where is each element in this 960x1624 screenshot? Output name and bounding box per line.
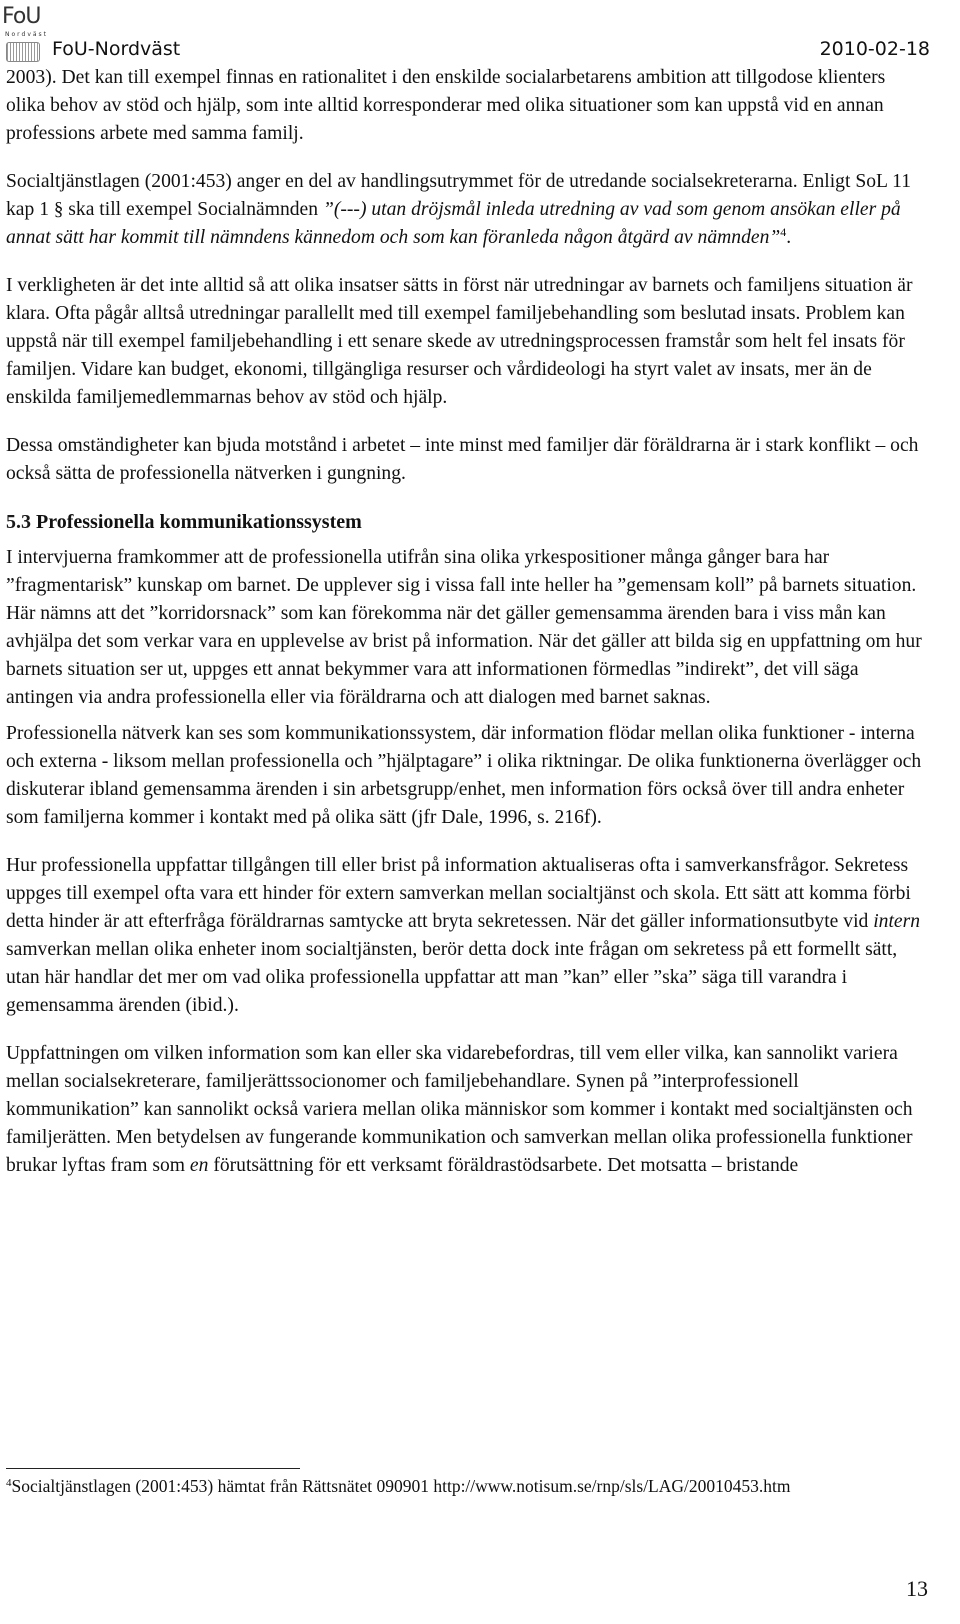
section-sign: § <box>53 199 64 220</box>
footnote-divider <box>6 1468 300 1469</box>
paragraph-7-text-a: Hur professionella uppfattar tillgången till eller brist på information aktualiseras ofta i samverkansfrågor. Sekretess uppges till exempel ofta vara ett hinder för extern samverkan mellan socialtjänst och skola. Ett sätt att komma förbi detta hinder är att efterfråga föräldrarnas samtycke att bryta sekretessen. När det gäller informationsutbyte vid <box>6 855 911 932</box>
footnote-number: 4 <box>6 1477 12 1489</box>
header-date: 2010-02-18 <box>819 38 930 60</box>
paragraph-2-end: . <box>786 227 792 248</box>
paragraph-6: Professionella nätverk kan ses som kommunikationssystem, där information flödar mellan olika funktioner - interna och externa - liksom mellan professionella och ”hjälptagare” i olika riktningar. De olika funktionerna överlägger och diskuterar ibland gemensamma ärenden i sin arbetsgrupp/enhet, men information förs också över till andra enheter som familjerna kommer i kontakt med på olika sätt (jfr Dale, 1996, s. 216f). <box>6 723 922 828</box>
logo-seal-icon <box>6 42 40 62</box>
section-number: 5.3 <box>6 511 31 533</box>
footnote-text: Socialtjänstlagen (2001:453) hämtat från Rättsnätet 090901 http://www.notisum.se/rnp/sls/LAG/20010453.htm <box>11 1476 791 1496</box>
paragraph-2-text-b: ska till exempel Socialnämnden <box>63 199 323 220</box>
page-number: 13 <box>906 1576 928 1601</box>
footnote <box>6 1474 936 1498</box>
logo-text: FoU <box>2 4 41 29</box>
paragraph-8-text-b: förutsättning för ett verksamt föräldrastödsarbete. Det motsatta – bristande <box>208 1155 799 1176</box>
document-body <box>6 64 928 1180</box>
paragraph-4: Dessa omständigheter kan bjuda motstånd i arbetet – inte minst med familjer där föräldrarna är i stark konflikt – och också sätta de professionella nätverken i gungning. <box>6 435 919 484</box>
paragraph-8 <box>6 1040 928 1180</box>
paragraph-2-text-a: Socialtjänstlagen (2001:453) anger en del av handlingsutrymmet för de utredande socialsekreterarna. Enligt SoL 11 kap 1 <box>6 171 912 220</box>
section-heading <box>6 508 928 536</box>
paragraph-3: I verkligheten är det inte alltid så att olika insatser sätts in först när utredningar av barnets och familjens situation är klara. Ofta pågår alltså utredningar parallellt med till exempel familjebehandling som beslutad insats. Problem kan uppstå när till exempel familjebehandling i ett senare skede av utredningsprocessen framstår som helt fel insats för familjen. Vidare kan budget, ekonomi, tillgängliga resurser och vårdideologi ha styrt valet av insats, mer än de enskilda familjemedlemmarnas behov av stöd och hjälp. <box>6 275 913 408</box>
law-quote: ”(---) utan dröjsmål inleda utredning av vad som genom ansökan eller på annat sätt har kommit till nämndens kännedom och som kan föranleda någon åtgärd av nämnden” <box>6 199 901 248</box>
paragraph-5: I intervjuerna framkommer att de professionella utifrån sina olika yrkespositioner många gånger bara har ”fragmentarisk” kunskap om barnet. De upplever sig i vissa fall inte heller ha ”gemensam koll” på barnets situation. Här nämns att det ”korridorsnack” som kan förekomma när det gäller gemensamma ärenden bara i viss mån kan avhjälpa det som verkar vara en upplevelse av brist på information. När det gäller att bilda sig en uppfattning om hur barnets situation ser ut, uppges ett annat bekymmer vara att informationen förmedlas ”indirekt”, det vill säga antingen via andra professionella eller via föräldrarna och att dialogen med barnet saknas. <box>6 547 922 708</box>
paragraph-8-italic: en <box>189 1155 209 1176</box>
paragraph-7 <box>6 852 928 1020</box>
paragraph-1: 2003). Det kan till exempel finnas en rationalitet i den enskilde socialarbetarens ambition att tillgodose klienters olika behov av stöd och hjälp, som inte alltid korresponderar med olika situationer som kan uppstå vid en annan professions arbete med samma familj. <box>6 67 886 144</box>
page-header <box>0 0 960 66</box>
footnote-ref[interactable]: 4 <box>780 225 787 239</box>
paragraph-7-italic: intern <box>873 911 921 932</box>
paragraph-8-text-a: Uppfattningen om vilken information som kan eller ska vidarebefordras, till vem eller vilka, kan sannolikt variera mellan socialsekreterare, familjerättssocionomer och familjebehandlare. Synen på ”interprofessionell kommunikation” kan sannolikt också variera mellan olika människor som kommer i kontakt med socialtjänsten och familjerätten. Men betydelsen av fungerande kommunikation och samverkan mellan olika professionella funktioner brukar lyftas fram som <box>6 1043 913 1176</box>
org-name: FoU-Nordväst <box>52 38 181 60</box>
paragraph-2 <box>6 168 928 252</box>
logo-subtext: Nordväst <box>5 31 49 38</box>
paragraph-7-text-b: samverkan mellan olika enheter inom socialtjänsten, berör detta dock inte frågan om sekretess på ett formellt sätt, utan här handlar det mer om vad olika professionella uppfattar att man ”kan” eller ”ska” säga till varandra i gemensamma ärenden (ibid.). <box>6 939 898 1016</box>
fou-logo <box>2 2 50 64</box>
section-title: Professionella kommunikationssystem <box>31 511 362 533</box>
